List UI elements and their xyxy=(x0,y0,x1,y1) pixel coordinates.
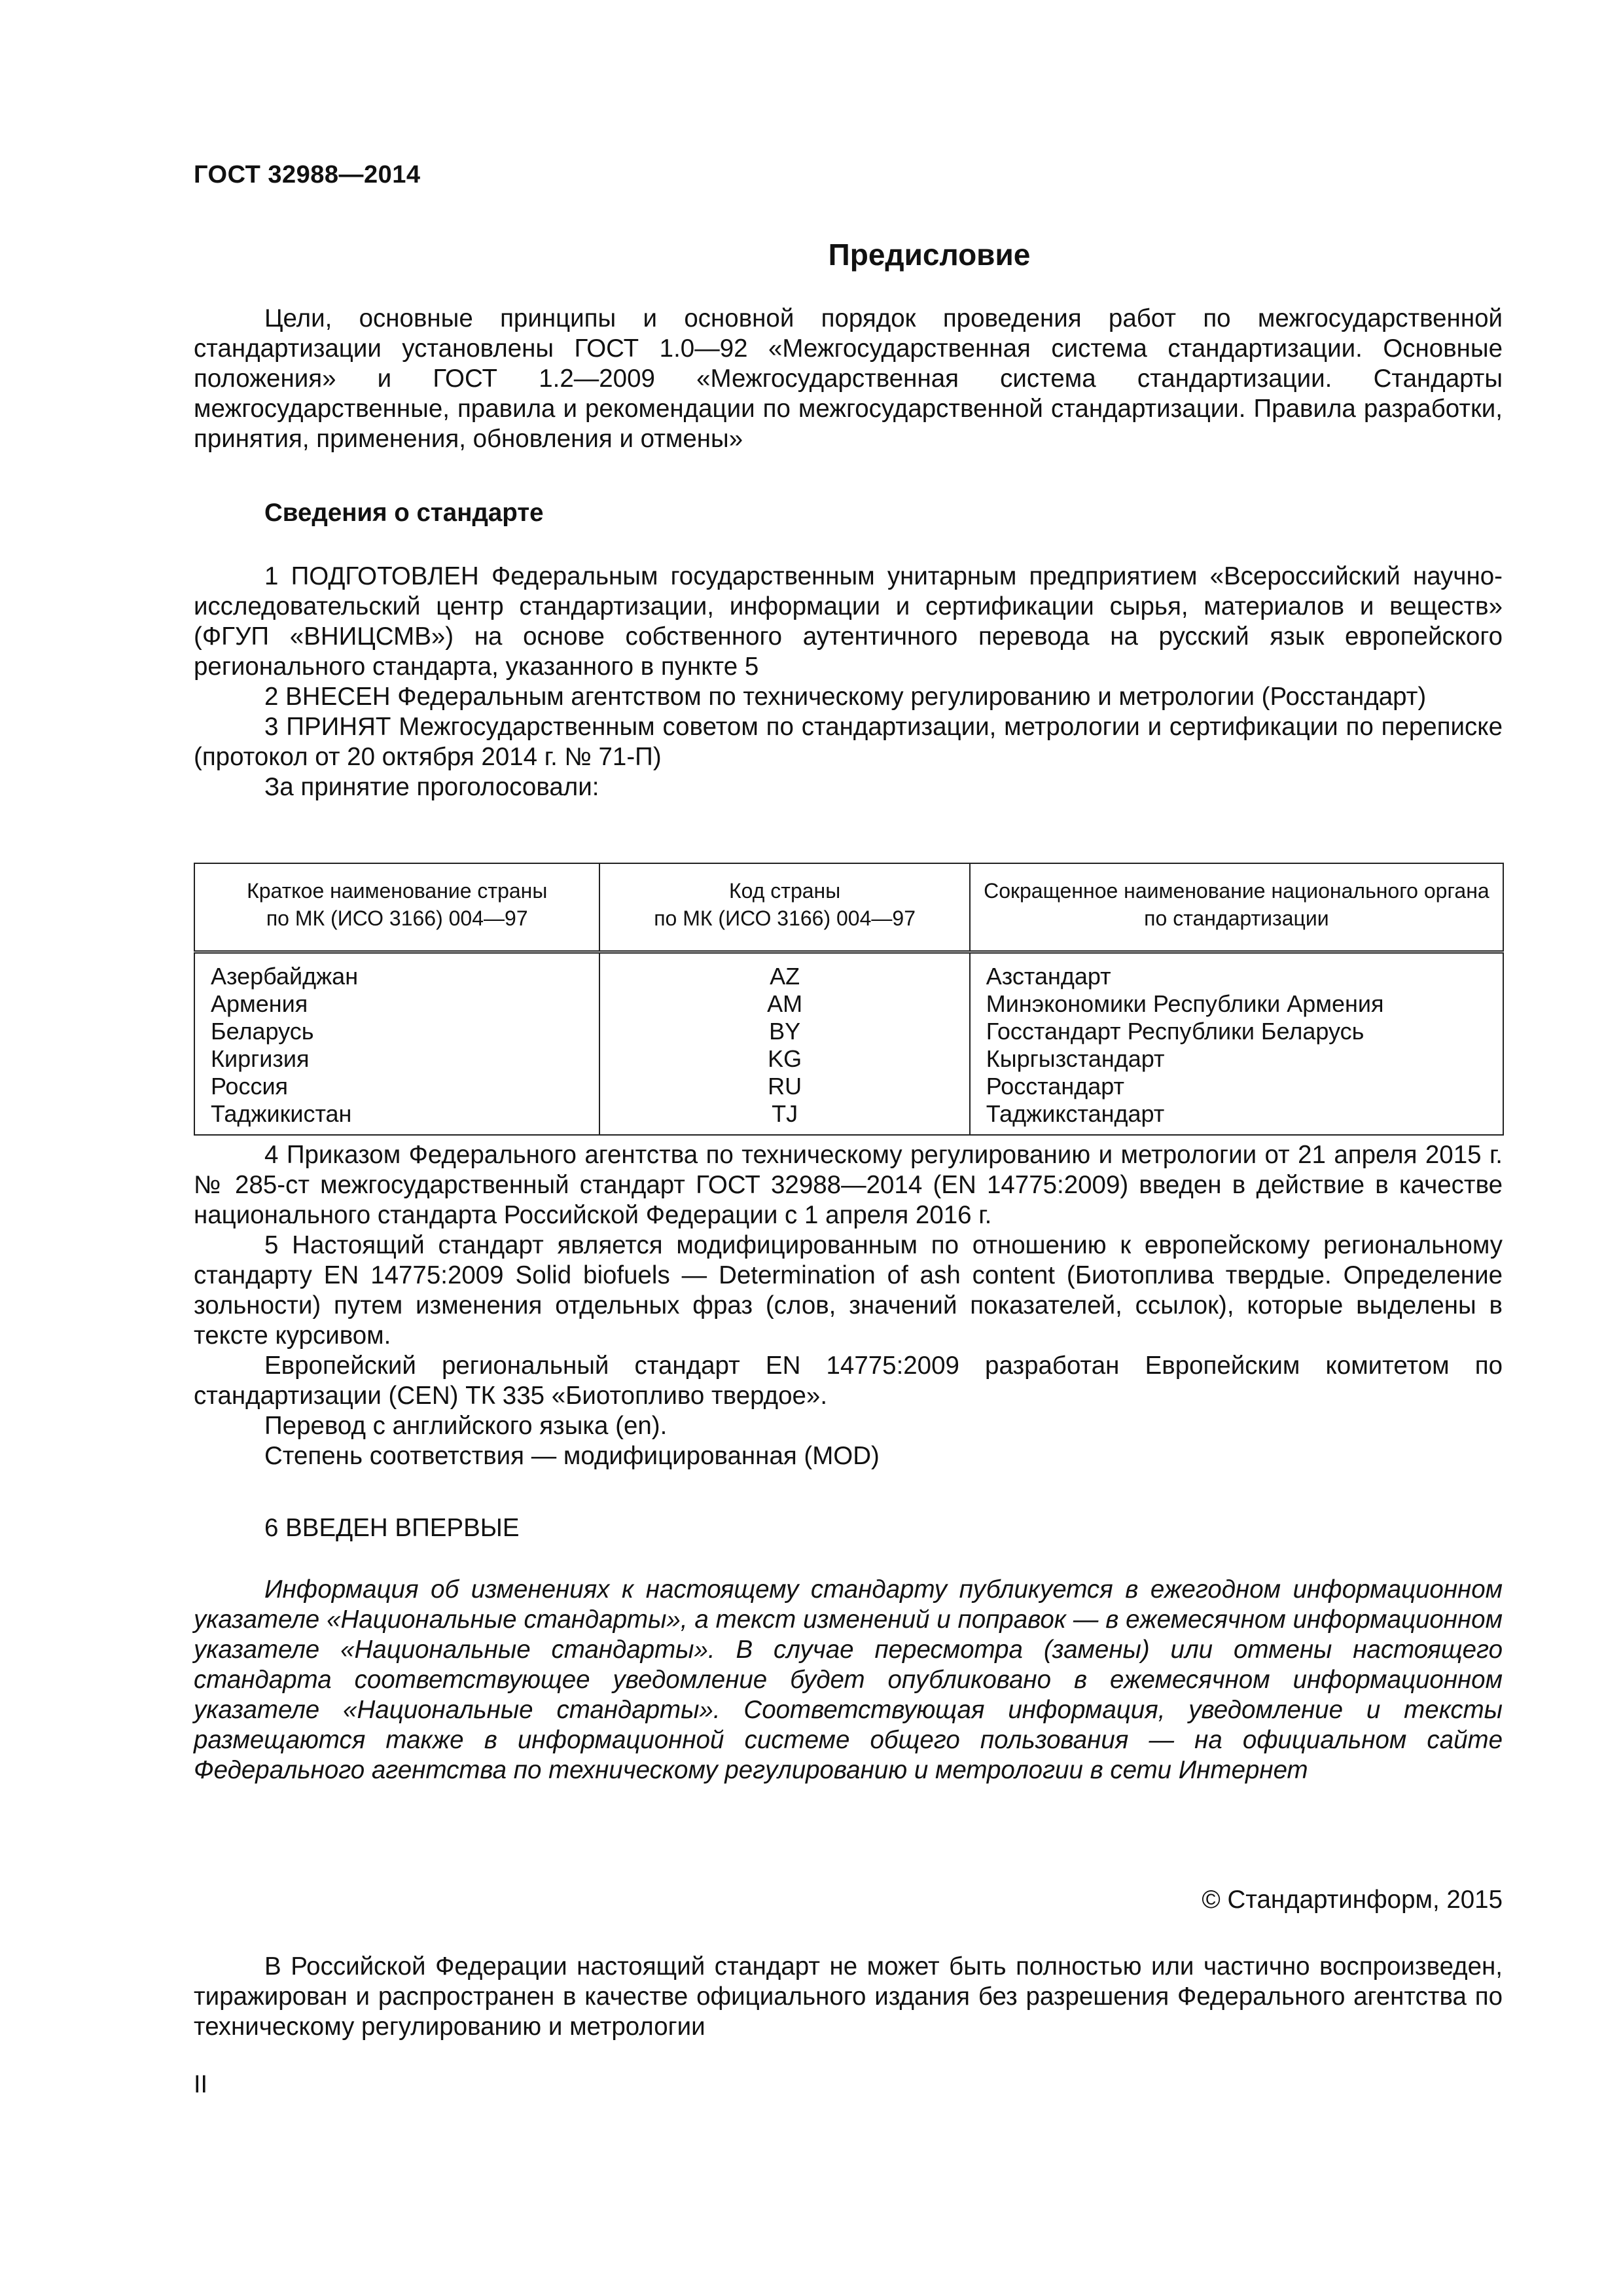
votes-table-header-row xyxy=(194,863,1503,952)
country-name: Азербайджан xyxy=(194,952,599,991)
rights-block xyxy=(194,1952,1503,2042)
section-1-paragraph: 1 ПОДГОТОВЛЕН Федеральным государственным унитарным предприятием «Всероссийский научно-исследовательский центр стандартизации, информации и сертификации сырья, материалов и веществ» (ФГУП «ВНИЦСМВ») на основе собственного аутентичного перевода на русский язык европейского регионального стандарта, указанного в пункте 5 xyxy=(194,562,1503,681)
header-country-code-line1: Код страны xyxy=(729,879,841,903)
section-5-paragraph: 5 Настоящий стандарт является модифицированным по отношению к европейскому региональному стандарту EN 14775:2009 Solid biofuels — Determination of ash content (Биотоплива твердые. Определение зольности) путем изменения отдельных фраз (слов, значений показателей, ссылок), которые выделены в тексте курсивом. xyxy=(194,1231,1503,1350)
header-country-name xyxy=(194,863,599,952)
page-title: Предисловие xyxy=(828,238,1031,272)
country-code: AM xyxy=(599,990,969,1018)
country-name: Беларусь xyxy=(194,1018,599,1045)
european-standard-paragraph: Европейский региональный стандарт EN 14775:2009 разработан Европейским комитетом по стандартизации (CEN) ТК 335 «Биотопливо твердое». xyxy=(194,1352,1503,1410)
sections-1-3 xyxy=(194,562,1503,802)
header-country-code xyxy=(599,863,969,952)
header-national-body xyxy=(970,863,1503,952)
country-code: BY xyxy=(599,1018,969,1045)
country-code: TJ xyxy=(599,1100,969,1135)
section-3-paragraph: 3 ПРИНЯТ Межгосударственным советом по стандартизации, метрологии и сертификации по переписке (протокол от 20 октября 2014 г. № 71-П) xyxy=(194,713,1503,771)
changes-info-block xyxy=(194,1575,1503,1785)
header-national-body-line2: по стандартизации xyxy=(1144,906,1329,930)
intro-block xyxy=(194,304,1503,454)
info-heading: Сведения о стандарте xyxy=(264,499,544,527)
table-row xyxy=(194,1018,1503,1045)
doc-code-header: ГОСТ 32988—2014 xyxy=(194,161,421,188)
conformity-paragraph: Степень соответствия — модифицированная (MOD) xyxy=(264,1442,880,1470)
national-body: Таджикстандарт xyxy=(970,1100,1503,1135)
country-name: Таджикистан xyxy=(194,1100,599,1135)
page-number: II xyxy=(194,2071,208,2098)
table-row xyxy=(194,952,1503,991)
national-body: Госстандарт Республики Беларусь xyxy=(970,1018,1503,1045)
national-body: Росстандарт xyxy=(970,1073,1503,1100)
changes-info-paragraph: Информация об изменениях к настоящему стандарту публикуется в ежегодном информационном указателе «Национальные стандарты», а текст изменений и поправок — в ежемесячном информационном указателе «Национальные стандарты». В случае пересмотра (замены) или отмены настоящего стандарта соответствующее уведомление будет опубликовано в ежемесячном информационном указателе «Национальные стандарты». Соответствующая информация, уведомление и тексты размещаются также в информационной системе общего пользования — на официальном сайте Федерального агентства по техническому регулированию и метрологии в сети Интернет xyxy=(194,1575,1503,1784)
country-code: KG xyxy=(599,1045,969,1073)
section-6 xyxy=(194,1513,1503,1543)
section-4-paragraph: 4 Приказом Федерального агентства по техническому регулированию и метрологии от 21 апреля 2015 г. № 285-ст межгосударственный стандарт ГОСТ 32988—2014 (EN 14775:2009) введен в действие в качестве национального стандарта Российской Федерации с 1 апреля 2016 г. xyxy=(194,1141,1503,1229)
table-row xyxy=(194,1100,1503,1135)
copyright-line: © Стандартинформ, 2015 xyxy=(1202,1886,1503,1914)
country-code: RU xyxy=(599,1073,969,1100)
country-name: Россия xyxy=(194,1073,599,1100)
national-body: Кыргызстандарт xyxy=(970,1045,1503,1073)
intro-paragraph: Цели, основные принципы и основной порядок проведения работ по межгосударственной стандартизации установлены ГОСТ 1.0—92 «Межгосударственная система стандартизации. Основные положения» и ГОСТ 1.2—2009 «Межгосударственная система стандартизации. Стандарты межгосударственные, правила и рекомендации по межгосударственной стандартизации. Правила разработки, принятия, применения, обновления и отмены» xyxy=(194,304,1503,453)
table-row xyxy=(194,1045,1503,1073)
section-6-paragraph: 6 ВВЕДЕН ВПЕРВЫЕ xyxy=(264,1514,520,1542)
country-name: Киргизия xyxy=(194,1045,599,1073)
country-name: Армения xyxy=(194,990,599,1018)
header-country-name-line1: Краткое наименование страны xyxy=(247,879,548,903)
country-code: AZ xyxy=(599,952,969,991)
header-country-code-line2: по МК (ИСО 3166) 004—97 xyxy=(654,906,916,930)
copyright-block xyxy=(194,1885,1503,1915)
national-body: Азстандарт xyxy=(970,952,1503,991)
section-2-paragraph: 2 ВНЕСЕН Федеральным агентством по техническому регулированию и метрологии (Росстандарт) xyxy=(264,683,1427,711)
header-national-body-line1: Сокращенное наименование национального органа xyxy=(984,879,1489,903)
votes-intro: За принятие проголосовали: xyxy=(264,773,599,801)
national-body: Минэкономики Республики Армения xyxy=(970,990,1503,1018)
header-country-name-line2: по МК (ИСО 3166) 004—97 xyxy=(266,906,528,930)
translation-paragraph: Перевод с английского языка (en). xyxy=(264,1412,668,1440)
sections-4-5 xyxy=(194,1140,1503,1471)
rights-notice: В Российской Федерации настоящий стандарт не может быть полностью или частично воспроизведен, тиражирован и распространен в качестве официального издания без разрешения Федерального агентства по техническому регулированию и метрологии xyxy=(194,1952,1503,2041)
table-row xyxy=(194,990,1503,1018)
votes-table xyxy=(194,863,1504,1136)
table-row xyxy=(194,1073,1503,1100)
